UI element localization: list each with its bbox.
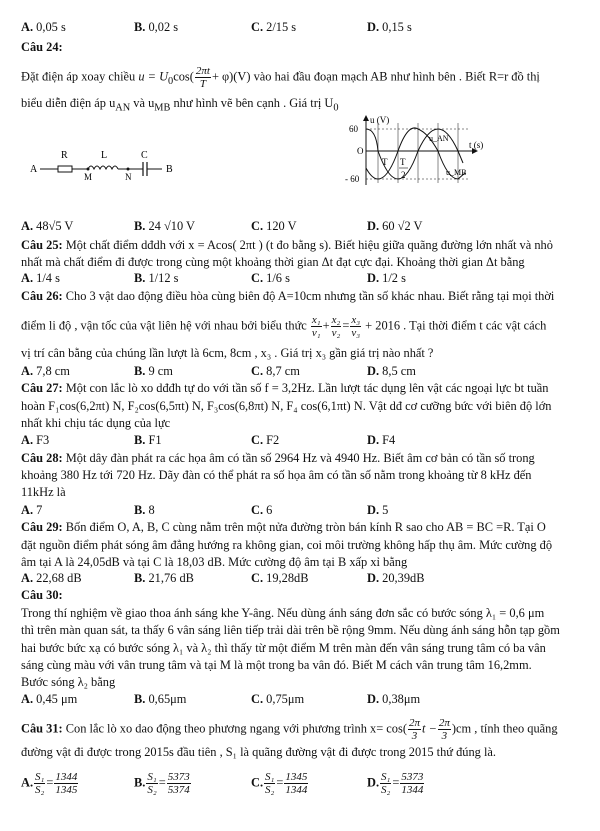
graph-y-label: u (V) [370,115,390,125]
circuit-label-a: A [30,164,38,175]
q27-option-d: D. F4 [367,433,396,447]
q31-option-b: B. $\frac{\text{S₁}}{\text{S₂}}$ = $\frac{5373}{5374}$ [134,771,190,796]
graph-tick-t-half: T [400,157,406,167]
q29-line-3: âm tại A là 24,05dB và tại C là 18,03 dB. Mức cường độ âm tại B xấp xỉ bằng [21,555,408,569]
q26-line-3: vị trí cân bằng của chúng lần lượt là 6cm, 8cm , x₃ . Giá trị x₃ gần giá trị nào nhất ? [21,346,434,360]
q23-option-a: A. 0,05 s [21,20,66,34]
q28-line-1: Câu 28: Một dây đàn phát ra các họa âm có tần số 2964 Hz và 4940 Hz. Biết âm cơ bản có tần số trong [21,451,535,465]
q29-option-d: D. 20,39dB [367,571,425,585]
q31-line-1: Câu 31: Con lắc lò xo dao động theo phương ngang với phương trình x= cos( $\frac{2\pi}{3}$ t − $\frac{2\pi}{3}$ )cm , tính theo quãng [21,717,558,742]
q28-option-b: B. 8 [134,503,155,517]
q24-option-c: C. 120 V [251,219,297,233]
q23-option-c: C. 2/15 s [251,20,297,34]
q28-option-c: C. 6 [251,503,273,517]
q24-title: Câu 24: [21,40,63,54]
q27-option-a: A. F3 [21,433,50,447]
circuit-label-l: L [101,150,108,161]
q28-line-2: khoảng 380 Hz tới 720 Hz. Dãy đàn có thể phát ra số họa âm có tần số nằm trong khoảng từ 8 kHz đến [21,468,532,482]
q25-option-d: D. 1/2 s [367,271,406,285]
q25-option-a: A. 1/4 s [21,271,60,285]
q27-line-2: hoàn F₁cos(6,2πt) N, F₂cos(6,5πt) N, F₃cos(6,8πt) N, F₄ cos(6,1πt) N. Vật dđ cơ cưỡng bức với biên độ lớn [21,399,552,413]
q30-line-2: thì trên màn quan sát, ta thấy 6 vân sáng liên tiếp trải dài trên bề rộng 9mm. Nếu dùng ánh sáng hỗn tạp gồm [21,623,560,637]
circuit-label-r: R [61,150,68,161]
circuit-diagram [28,145,188,181]
resistor-r [58,166,72,172]
graph-label-umb: u_MB [446,168,467,177]
q25-line-2: nhất mà chất điểm đi được trong cùng một khoảng thời gian Δt đạt cực đại. Khoảng thời gian Δt bằng [21,255,525,269]
inductor-l [88,166,118,169]
graph-origin: O [357,146,364,156]
q30-option-d: D. 0,38μm [367,692,421,706]
q29-option-b: B. 21,76 dB [134,571,194,585]
q25-option-b: B. 1/12 s [134,271,179,285]
graph-x-label: t (s) [469,140,484,150]
q29-option-c: C. 19,28dB [251,571,309,585]
q30-option-c: C. 0,75μm [251,692,305,706]
q23-option-b: B. 0,02 s [134,20,179,34]
q30-line-1: Trong thí nghiệm về giao thoa ánh sáng khe Y-âng. Nếu dùng ánh sáng đơn sắc có bước sóng λ₁ = 0,6 μm [21,606,545,620]
voltage-graph [345,113,495,189]
q31-option-a: A. $\frac{\text{S₁}}{\text{S₂}}$ = $\frac{1344}{1345}$ [21,771,78,796]
q31-option-d: D. $\frac{\text{S₁}}{\text{S₂}}$ = $\frac{5373}{1344}$ [367,771,424,796]
circuit-label-b: B [166,164,173,175]
q27-line-1: Câu 27: Một con lắc lò xo dđđh tự do với tần số f = 3,2Hz. Lần lượt tác dụng lên vật các ngoại lực bt tuần [21,381,549,395]
circuit-label-m: M [84,172,93,181]
q26-option-b: B. 9 cm [134,364,173,378]
q29-line-2: đặt nguồn điểm phát sóng âm đẳng hướng ra không gian, coi môi trường không hấp thụ âm. Mức cường độ [21,538,553,552]
q27-line-3: nhất khi chịu tác dụng của lực [21,416,171,430]
graph-y-bottom: - 60 [345,174,360,184]
q29-option-a: A. 22,68 dB [21,571,82,585]
q30-title: Câu 30: [21,588,63,602]
q30-option-b: B. 0,65μm [134,692,187,706]
q28-option-d: D. 5 [367,503,389,517]
q24-option-b: B. 24 √10 V [134,219,195,233]
q24-option-d: D. 60 √2 V [367,219,423,233]
q31-line-2: đường vật đi được trong 2015s đầu tiên , S₁ là quãng đường vật đi được trong 2015 thứ đúng là. [21,745,497,759]
q27-option-c: C. F2 [251,433,280,447]
q26-option-c: C. 8,7 cm [251,364,300,378]
q25-option-c: C. 1/6 s [251,271,290,285]
q24-line-2: biểu diễn điện áp $u_{AN}$ và $u_{MB}$ như hình vẽ bên cạnh . Giá trị $U_0$ [21,96,339,114]
circuit-label-c: C [141,150,148,161]
graph-y-top: 60 [349,124,358,134]
graph-tick-t-den: 2 [401,170,406,180]
q24-line-1: Đặt điện áp xoay chiều $u = U_0\cos$( $\frac{2\pi t}{T}$ + φ)(V) vào hai đầu đoạn mạch AB như hình bên . Biết R=r đồ thị [21,65,540,90]
q30-line-4: sáng cùng màu với vân trung tâm và tại M là một trong ba vân đó. Biết M cách vân trung tâm 16,2mm. [21,658,532,672]
q26-line-2: điểm li độ , vận tốc của vật liên hệ với nhau bởi biểu thức $\frac{\text{x₁}}{\text{v₁}}$ + $\frac{\text{x₂}}{\text{v₂}}$ = $\frac{\text{x₃}}{\text{v₃}}$ + 2016 . Tại thời điểm t các vật cách [21,314,547,339]
q28-option-a: A. 7 [21,503,43,517]
q25-line-1: Câu 25: Một chất điểm dđdh với x = Acos( 2πt ) (t đo bằng s). Biết hiệu giữa quãng đường lớn nhất và nhỏ [21,238,553,252]
q23-option-d: D. 0,15 s [367,20,412,34]
q31-option-c: C. $\frac{\text{S₁}}{\text{S₂}}$ = $\frac{1345}{1344}$ [251,771,308,796]
q30-option-a: A. 0,45 μm [21,692,78,706]
q26-option-a: A. 7,8 cm [21,364,70,378]
q26-option-d: D. 8,5 cm [367,364,416,378]
q28-line-3: 11kHz là [21,485,66,499]
q26-line-1: Câu 26: Cho 3 vật dao động điều hòa cùng biên độ A=10cm nhưng tần số khác nhau. Biết rằng tại mọi thời [21,289,555,303]
graph-label-uan: u_AN [429,134,449,143]
q24-option-a: A. 48√5 V [21,219,74,233]
q30-line-3: hai bước bức xạ có bước sóng λ₁ và λ₂ thì thấy từ một điểm M trên màn đến vân sáng trung tâm có ba vân [21,641,546,655]
q30-line-5: Bước sóng λ₂ bằng [21,675,116,689]
q27-option-b: B. F1 [134,433,162,447]
q29-line-1: Câu 29: Bốn điểm O, A, B, C cùng nằm trên một nửa đường tròn bán kính R sao cho AB = BC =R. Tại O [21,520,546,534]
graph-tick-t: T [382,157,388,167]
circuit-label-n: N [125,172,132,181]
